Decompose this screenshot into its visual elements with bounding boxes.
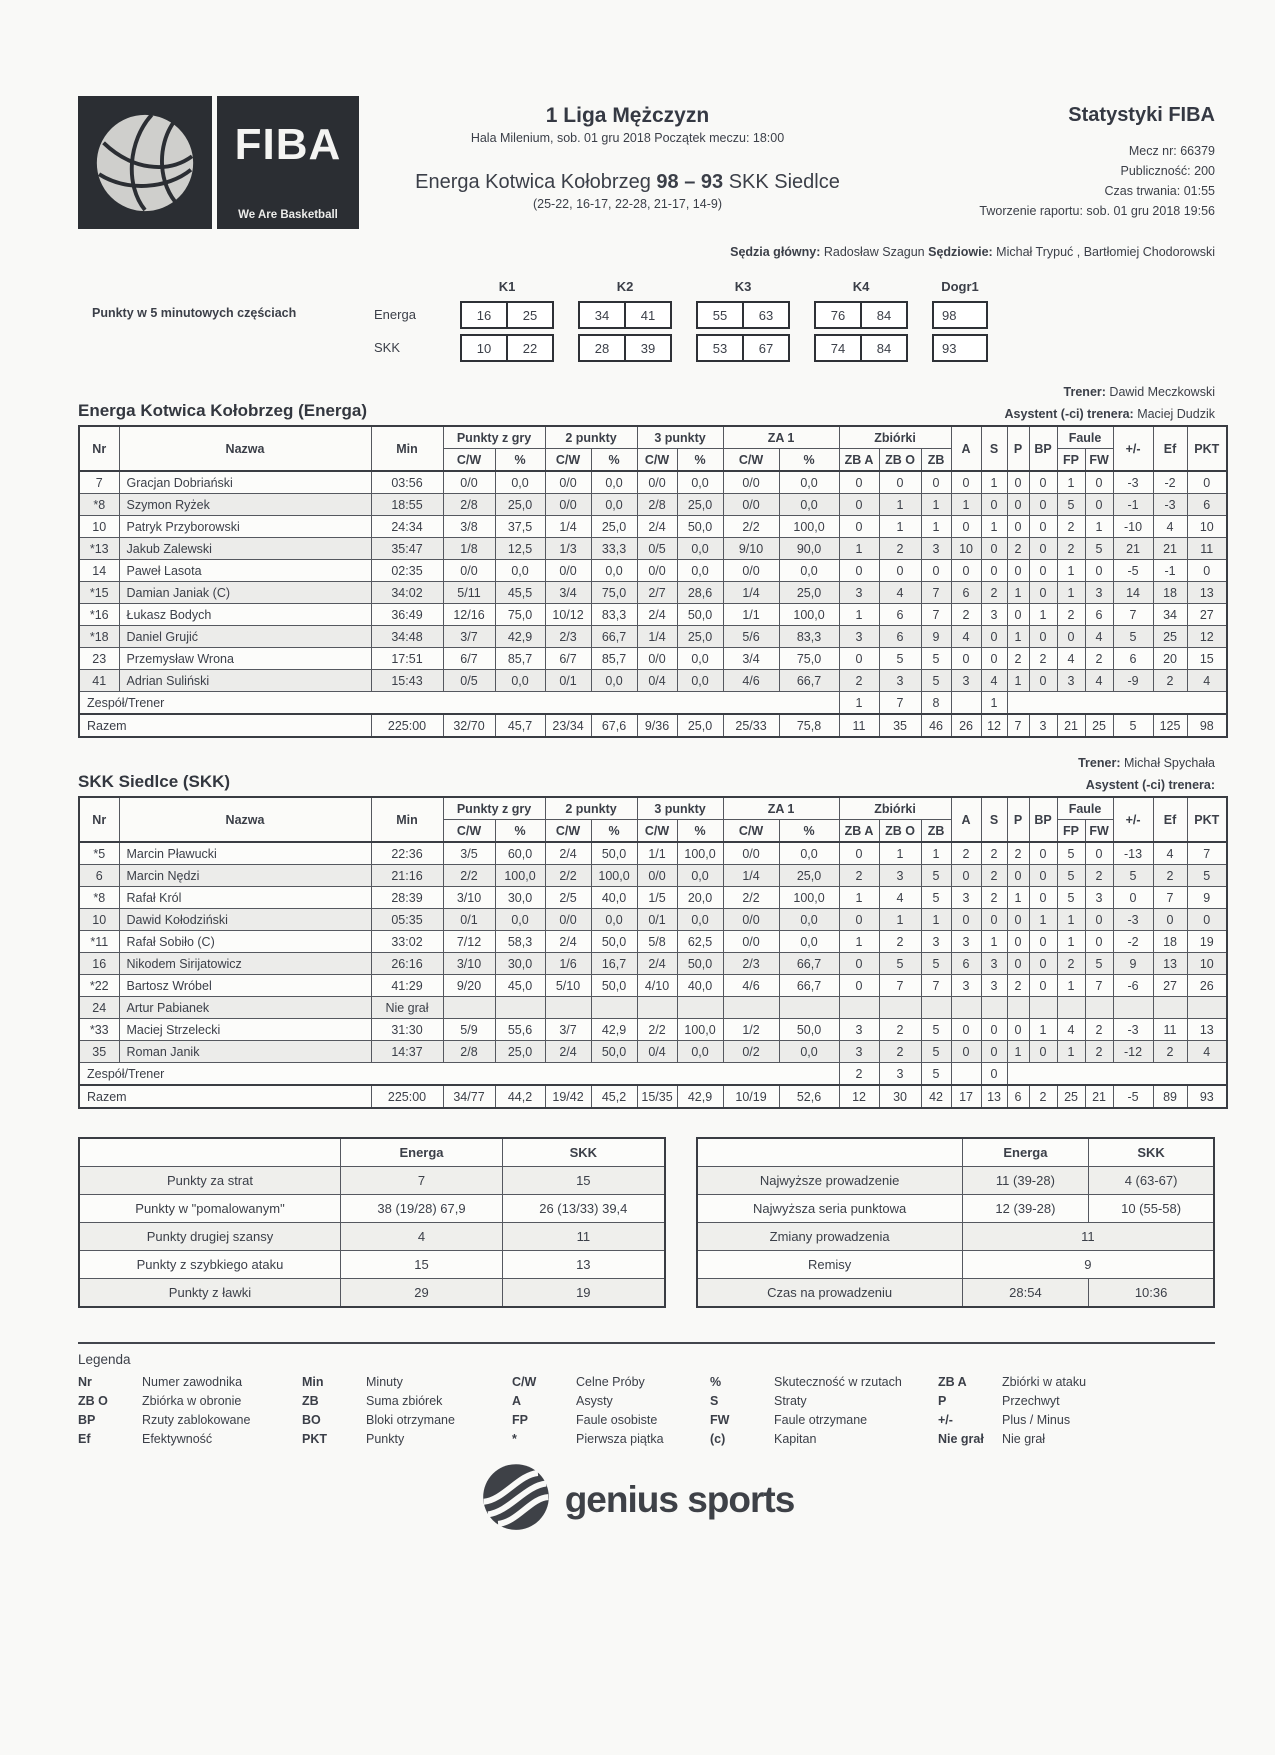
coach-line-away	[78, 756, 1215, 770]
legend-abbr: +/-	[938, 1413, 953, 1427]
referees-names: Michał Trypuć , Bartłomiej Chodorowski	[992, 245, 1215, 259]
team-totals-row: Zespół/Trener 2 3 5 0	[79, 1063, 1227, 1086]
attendance: Publiczność: 200	[1120, 164, 1215, 178]
player-row: *11 Rafał Sobiło (C) 33:02 7/12 58,3 2/4 50,0 5/8 62,5 0/0 0,0 1 2 3 3 1 0 0 1 0 -2 18 19	[79, 931, 1227, 953]
team-head-away	[78, 772, 1215, 792]
legend-grid	[78, 1375, 1215, 1446]
stats-title: Statystyki FIBA	[1068, 104, 1215, 126]
legend-definition: Celne Próby	[576, 1375, 645, 1389]
genius-sports-logo	[0, 1462, 1275, 1537]
period-score-box	[578, 334, 672, 362]
col-fg: Punkty z gry	[443, 426, 545, 449]
periods-label: Punkty w 5 minutowych częściach	[92, 306, 297, 320]
summary-header-row: Energa SKK	[79, 1138, 665, 1167]
match-line	[370, 171, 885, 194]
period-group	[460, 279, 554, 367]
legend-definition: Plus / Minus	[1002, 1413, 1071, 1427]
period-score-box	[460, 301, 554, 329]
box-score-table-home	[78, 425, 1228, 738]
legend-abbr: BO	[302, 1413, 321, 1427]
legend-definition: Asysty	[576, 1394, 613, 1408]
period-score-value: 84	[860, 303, 906, 327]
match-number: Mecz nr: 66379	[1128, 144, 1215, 158]
summary-header-row: Energa SKK	[697, 1138, 1214, 1167]
period-score-value: 39	[624, 336, 670, 360]
player-row: 24 Artur Pabianek Nie grał	[79, 997, 1227, 1019]
period-score-box	[814, 301, 908, 329]
period-group	[932, 279, 988, 367]
period-label: K1	[498, 279, 516, 294]
player-row: *22 Bartosz Wróbel 41:29 9/20 45,0 5/10 50,0 4/10 40,0 4/6 66,7 0 7 7 3 3 2 0 1 7 -6 27 26	[79, 975, 1227, 997]
meta-lines	[885, 141, 1215, 221]
col-ft: ZA 1	[723, 426, 839, 449]
legend-abbr: P	[938, 1394, 947, 1408]
col-ef: Ef	[1153, 426, 1187, 471]
summary-row: Punkty za strat 7 15	[79, 1167, 665, 1195]
coach-name: Michał Spychała	[1120, 756, 1215, 770]
legend-definition: Nie grał	[1002, 1432, 1046, 1446]
match-header	[370, 96, 885, 211]
legend-abbr: PKT	[302, 1432, 327, 1446]
assistant-line-away	[1086, 778, 1215, 792]
player-row: 16 Nikodem Sirijatowicz 26:16 3/10 30,0 1/6 16,7 2/4 50,0 2/3 66,7 0 5 5 6 3 0 0 2 5 9 13 10	[79, 953, 1227, 975]
legend-item	[302, 1394, 512, 1408]
legend-definition: Bloki otrzymane	[366, 1413, 455, 1427]
period-score-value: 53	[712, 340, 728, 356]
summary-row: Punkty w "pomalowanym" 38 (19/28) 67,9 26 (13/33) 39,4	[79, 1195, 665, 1223]
col-faule: Faule	[1057, 426, 1113, 449]
legend-item	[938, 1375, 1215, 1389]
player-row: *15 Damian Janiak (C) 34:02 5/11 45,5 3/4 75,0 2/7 28,6 1/4 25,0 3 4 7 6 2 1 0 1 3 14 18 13	[79, 582, 1227, 604]
period-group	[696, 279, 790, 367]
fiba-name: FIBA	[234, 120, 342, 169]
head-referee-label: Sędzia główny:	[730, 245, 821, 259]
legend-abbr: S	[710, 1394, 719, 1408]
period-score-box	[696, 301, 790, 329]
referees-line	[78, 245, 1215, 259]
summary-row: Punkty z ławki 29 19	[79, 1279, 665, 1308]
legend-item	[302, 1432, 512, 1446]
legend-section	[78, 1342, 1215, 1446]
periods-team-home: Energa	[374, 307, 416, 322]
legend-definition: Zbiórki w ataku	[1002, 1375, 1087, 1389]
summary-tables	[78, 1137, 1215, 1308]
legend-item	[710, 1432, 938, 1446]
totals-row: Razem 225:00 34/77 44,2 19/42 45,2 15/35 42,9 10/19 52,6 12 30 42 17 13 6 2 25 21 -5 89 93	[79, 1085, 1227, 1108]
player-row: *13 Jakub Zalewski 35:47 1/8 12,5 1/3 33,3 0/5 0,0 9/10 90,0 1 2 3 10 0 2 0 2 5 21 21 11	[79, 538, 1227, 560]
summary-row: Najwyższe prowadzenie 11 (39-28) 4 (63-67)	[697, 1167, 1214, 1195]
legend-item	[302, 1375, 512, 1389]
period-score-value: 74	[830, 340, 846, 356]
venue-line: Hala Milenium, sob. 01 gru 2018 Początek meczu: 18:00	[470, 131, 785, 145]
period-score-box	[932, 301, 988, 329]
fiba-globe-icon	[78, 96, 212, 229]
period-score-value: 98	[942, 307, 957, 323]
coach-label: Trener:	[1063, 385, 1106, 399]
legend-definition: Pierwsza piątka	[576, 1432, 664, 1446]
report-meta	[885, 96, 1215, 221]
legend-item	[512, 1375, 710, 1389]
player-row: 10 Patryk Przyborowski 24:34 3/8 37,5 1/4 25,0 2/4 50,0 2/2 100,0 0 1 1 0 1 0 0 2 1 -10 4 10	[79, 516, 1227, 538]
report-created: Tworzenie raportu: sob. 01 gru 2018 19:56	[979, 204, 1215, 218]
legend-definition: Punkty	[366, 1432, 405, 1446]
player-row: 7 Gracjan Dobriański 03:56 0/0 0,0 0/0 0,0 0/0 0,0 0/0 0,0 0 0 0 0 1 0 0 1 0 -3 -2 0	[79, 471, 1227, 494]
legend-abbr: %	[710, 1375, 722, 1389]
fiba-wordmark	[217, 96, 359, 229]
fiba-logo	[78, 96, 370, 229]
period-score-box	[696, 334, 790, 362]
box-score-header: Nr Nazwa Min Punkty z gry 2 punkty 3 punkty ZA 1 Zbiórki A S P BP Faule +/- Ef PKT C/W % C/W % C/W % C/W % ZB A ZB O ZB FP FW	[79, 797, 1227, 842]
legend-abbr: FW	[710, 1413, 730, 1427]
leads-summary-table	[696, 1137, 1215, 1308]
player-row: 6 Marcin Nędzi 21:16 2/2 100,0 2/2 100,0 0/0 0,0 1/4 25,0 2 3 5 0 2 0 0 5 2 5 2 5	[79, 865, 1227, 887]
period-score-value: 76	[830, 307, 846, 323]
legend-abbr: Nr	[78, 1375, 92, 1389]
referees-label: Sędziowie:	[928, 245, 993, 259]
summary-row: Zmiany prowadzenia 11	[697, 1223, 1214, 1251]
league-title: 1 Liga Mężczyzn	[545, 104, 710, 127]
legend-item	[78, 1432, 302, 1446]
period-label: K4	[852, 279, 870, 294]
period-score-value: 10	[476, 340, 492, 356]
coach-name: Dawid Meczkowski	[1105, 385, 1215, 399]
legend-abbr: *	[512, 1432, 517, 1446]
quarter-scores-line: (25-22, 16-17, 22-28, 21-17, 14-9)	[532, 197, 722, 211]
points-summary-table	[78, 1137, 666, 1308]
player-row: 35 Roman Janik 14:37 2/8 25,0 2/4 50,0 0/4 0,0 0/2 0,0 3 2 5 0 0 1 0 1 2 -12 2 4	[79, 1041, 1227, 1063]
periods-score-groups	[460, 279, 988, 367]
legend-definition: Suma zbiórek	[366, 1394, 443, 1408]
assistant-label: Asystent (-ci) trenera:	[1004, 407, 1134, 421]
final-score: 98 – 93	[656, 171, 724, 193]
legend-definition: Faule osobiste	[576, 1413, 658, 1427]
player-row: *5 Marcin Pławucki 22:36 3/5 60,0 2/4 50,0 1/1 100,0 0/0 0,0 0 1 1 2 2 2 0 5 0 -13 4 7	[79, 842, 1227, 865]
assistant-name: Maciej Dudzik	[1133, 407, 1215, 421]
col-2p: 2 punkty	[545, 426, 637, 449]
legend-title: Legenda	[78, 1352, 131, 1367]
period-score-value: 41	[624, 303, 670, 327]
player-row: *8 Rafał Król 28:39 3/10 30,0 2/5 40,0 1/5 20,0 2/2 100,0 1 4 5 3 2 1 0 5 3 0 7 9	[79, 887, 1227, 909]
legend-definition: Efektywność	[142, 1432, 213, 1446]
team-title-home: Energa Kotwica Kołobrzeg (Energa)	[78, 401, 368, 420]
coach-label: Trener:	[1078, 756, 1121, 770]
legend-item	[78, 1375, 302, 1389]
player-row: *16 Łukasz Bodych 36:49 12/16 75,0 10/12 83,3 2/4 50,0 1/1 100,0 1 6 7 2 3 0 1 2 6 7 34 27	[79, 604, 1227, 626]
coach-line-home	[78, 385, 1215, 399]
genius-sports-icon	[481, 1462, 551, 1537]
totals-row: Razem 225:00 32/70 45,7 23/34 67,6 9/36 25,0 25/33 75,8 11 35 46 26 12 7 3 21 25 5 125 98	[79, 714, 1227, 737]
summary-row: Punkty z szybkiego ataku 15 13	[79, 1251, 665, 1279]
col-pkt: PKT	[1187, 426, 1227, 471]
player-row: 23 Przemysław Wrona 17:51 6/7 85,7 6/7 85,7 0/0 0,0 3/4 75,0 0 5 5 0 0 2 2 4 2 6 20 15	[79, 648, 1227, 670]
legend-abbr: (c)	[710, 1432, 726, 1446]
period-score-value: 28	[594, 340, 610, 356]
legend-abbr: Min	[302, 1375, 324, 1389]
legend-abbr: BP	[78, 1413, 96, 1427]
legend-definition: Przechwyt	[1002, 1394, 1060, 1408]
duration: Czas trwania: 01:55	[1104, 184, 1215, 198]
assistant-label: Asystent (-ci) trenera:	[1085, 778, 1215, 792]
legend-abbr: ZB	[302, 1394, 319, 1408]
report-header	[78, 96, 1215, 229]
legend-item	[78, 1394, 302, 1408]
col-s: S	[981, 426, 1007, 471]
legend-abbr: ZB A	[938, 1375, 967, 1389]
legend-abbr: ZB O	[78, 1394, 108, 1408]
legend-definition: Numer zawodnika	[142, 1375, 243, 1389]
col-nr: Nr	[79, 426, 119, 471]
legend-item	[512, 1432, 710, 1446]
away-team-name: SKK Siedlce	[728, 171, 840, 193]
team-title-away: SKK Siedlce (SKK)	[78, 772, 231, 791]
legend-item	[302, 1413, 512, 1427]
legend-abbr: FP	[512, 1413, 528, 1427]
legend-item	[938, 1432, 1215, 1446]
home-team-name: Energa Kotwica Kołobrzeg	[415, 171, 651, 193]
col-bp: BP	[1029, 426, 1057, 471]
legend-definition: Skuteczność w rzutach	[774, 1375, 902, 1389]
period-label: Dogr1	[941, 279, 979, 294]
head-referee-name: Radosław Szagun	[820, 245, 929, 259]
legend-item	[78, 1413, 302, 1427]
player-row: *33 Maciej Strzelecki 31:30 5/9 55,6 3/7 42,9 2/2 100,0 1/2 50,0 3 2 5 0 0 0 1 4 2 -3 11 13	[79, 1019, 1227, 1041]
col-reb: Zbiórki	[839, 426, 951, 449]
legend-item	[710, 1394, 938, 1408]
genius-sports-wordmark: genius sports	[564, 1478, 795, 1520]
summary-row: Czas na prowadzeniu 28:54 10:36	[697, 1279, 1214, 1308]
legend-item	[512, 1394, 710, 1408]
player-row: *18 Daniel Grujić 34:48 3/7 42,9 2/3 66,7 1/4 25,0 5/6 83,3 3 6 9 4 0 1 0 0 4 5 25 12	[79, 626, 1227, 648]
legend-definition: Kapitan	[774, 1432, 817, 1446]
player-row: 10 Dawid Kołodziński 05:35 0/1 0,0 0/0 0,0 0/1 0,0 0/0 0,0 0 1 1 0 0 0 1 1 0 -3 0 0	[79, 909, 1227, 931]
legend-item	[512, 1413, 710, 1427]
legend-abbr: C/W	[512, 1375, 537, 1389]
period-score-value: 67	[742, 336, 788, 360]
period-score-value: 25	[506, 303, 552, 327]
period-score-box	[932, 334, 988, 362]
col-nazwa: Nazwa	[119, 426, 371, 471]
legend-abbr: Nie grał	[938, 1432, 984, 1446]
legend-abbr: A	[512, 1394, 522, 1408]
legend-abbr: Ef	[78, 1432, 91, 1446]
legend-definition: Rzuty zablokowane	[142, 1413, 251, 1427]
periods-section	[92, 279, 1215, 367]
legend-definition: Zbiórka w obronie	[142, 1394, 242, 1408]
player-row: *8 Szymon Ryżek 18:55 2/8 25,0 0/0 0,0 2/8 25,0 0/0 0,0 0 1 1 1 0 0 0 5 0 -1 -3 6	[79, 494, 1227, 516]
period-score-value: 93	[942, 340, 957, 356]
col-pm: +/-	[1113, 426, 1153, 471]
player-row: 14 Paweł Lasota 02:35 0/0 0,0 0/0 0,0 0/0 0,0 0/0 0,0 0 0 0 0 0 0 0 1 0 -5 -1 0	[79, 560, 1227, 582]
legend-item	[938, 1394, 1215, 1408]
assistant-line-home	[1005, 407, 1215, 421]
col-min: Min	[371, 426, 443, 471]
period-score-box	[578, 301, 672, 329]
col-3p: 3 punkty	[637, 426, 723, 449]
period-label: K2	[616, 279, 634, 294]
period-score-value: 55	[712, 307, 728, 323]
period-score-box	[814, 334, 908, 362]
fiba-tagline: We Are Basketball	[238, 209, 338, 221]
period-score-value: 63	[742, 303, 788, 327]
team-totals-row: Zespół/Trener 1 7 8 1	[79, 692, 1227, 715]
col-p: P	[1007, 426, 1029, 471]
summary-row: Punkty drugiej szansy 4 11	[79, 1223, 665, 1251]
legend-item	[710, 1375, 938, 1389]
period-group	[814, 279, 908, 367]
period-label: K3	[734, 279, 752, 294]
legend-item	[938, 1413, 1215, 1427]
legend-definition: Minuty	[366, 1375, 403, 1389]
legend-definition: Faule otrzymane	[774, 1413, 868, 1427]
period-group	[578, 279, 672, 367]
legend-definition: Straty	[774, 1394, 807, 1408]
periods-team-names	[374, 279, 448, 367]
period-score-value: 22	[506, 336, 552, 360]
team-head-home	[78, 401, 1215, 421]
periods-team-away: SKK	[374, 340, 401, 355]
period-score-value: 34	[594, 307, 610, 323]
period-score-value: 84	[860, 336, 906, 360]
player-row: 41 Adrian Suliński 15:43 0/5 0,0 0/1 0,0 0/4 0,0 4/6 66,7 2 3 5 3 4 1 0 3 4 -9 2 4	[79, 670, 1227, 692]
box-score-header: Nr Nazwa Min Punkty z gry 2 punkty 3 punkty ZA 1 Zbiórki A S P BP Faule +/- Ef PKT C/W % C/W % C/W % C/W % ZB A ZB O ZB FP FW	[79, 426, 1227, 471]
summary-row: Najwyższa seria punktowa 12 (39-28) 10 (55-58)	[697, 1195, 1214, 1223]
col-a: A	[951, 426, 981, 471]
period-score-value: 16	[476, 307, 492, 323]
period-score-box	[460, 334, 554, 362]
box-score-table-away	[78, 796, 1228, 1109]
summary-row: Remisy 9	[697, 1251, 1214, 1279]
legend-item	[710, 1413, 938, 1427]
